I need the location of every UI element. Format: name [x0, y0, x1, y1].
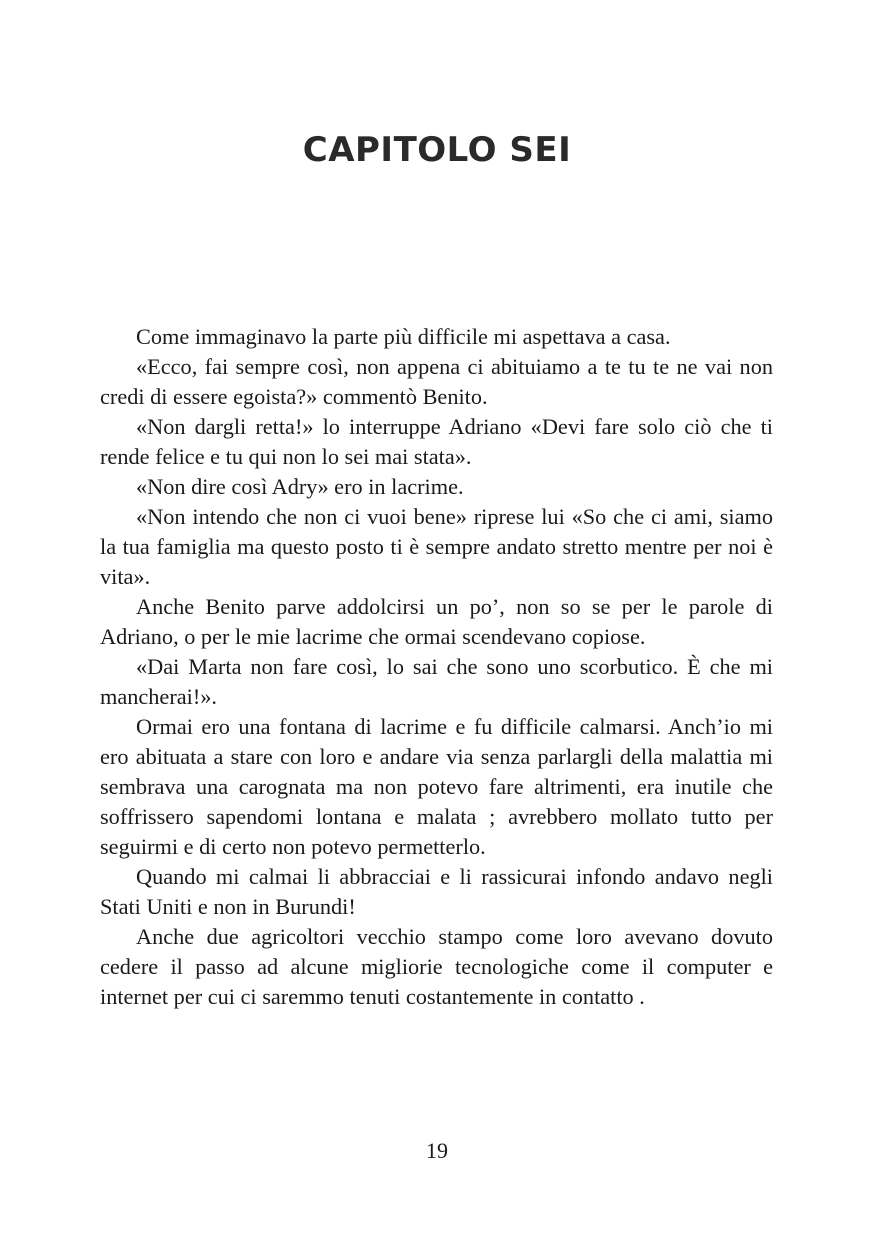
chapter-body — [100, 322, 773, 1012]
paragraph: Ormai ero una fontana di lacrime e fu difficile calmarsi. Anch’io mi ero abituata a stare con loro e andare via senza parlargli della malattia mi sembrava una carognata ma non potevo fare altrimenti, era inutile che soffrissero sapendomi lontana e malata ; avrebbero mollato tutto per seguirmi e di certo non potevo permetterlo. — [100, 714, 773, 859]
paragraph: «Non dire così Adry» ero in lacrime. — [136, 474, 464, 499]
paragraph: «Dai Marta non fare così, lo sai che sono uno scorbutico. È che mi mancherai!». — [100, 654, 773, 709]
paragraph: Quando mi calmai li abbracciai e li rassicurai infondo andavo negli Stati Uniti e non in Burundi! — [100, 864, 773, 919]
paragraph: «Non intendo che non ci vuoi bene» riprese lui «So che ci ami, siamo la tua famiglia ma questo posto ti è sempre andato stretto mentre per noi è vita». — [100, 504, 773, 589]
page-number: 19 — [426, 1138, 448, 1163]
paragraph: Anche due agricoltori vecchio stampo come loro avevano dovuto cedere il passo ad alcune migliorie tecnologiche come il computer e internet per cui ci saremmo tenuti costantemente in contatto . — [100, 924, 773, 1009]
chapter-title: CAPITOLO SEI — [302, 130, 572, 170]
paragraph: Come immaginavo la parte più difficile mi aspettava a casa. — [136, 324, 671, 349]
paragraph: «Ecco, fai sempre così, non appena ci abituiamo a te tu te ne vai non credi di essere egoista?» commentò Benito. — [100, 354, 773, 409]
paragraph: Anche Benito parve addolcirsi un po’, non so se per le parole di Adriano, o per le mie lacrime che ormai scendevano copiose. — [100, 594, 773, 649]
paragraph: «Non dargli retta!» lo interruppe Adriano «Devi fare solo ciò che ti rende felice e tu qui non lo sei mai stata». — [100, 414, 773, 469]
